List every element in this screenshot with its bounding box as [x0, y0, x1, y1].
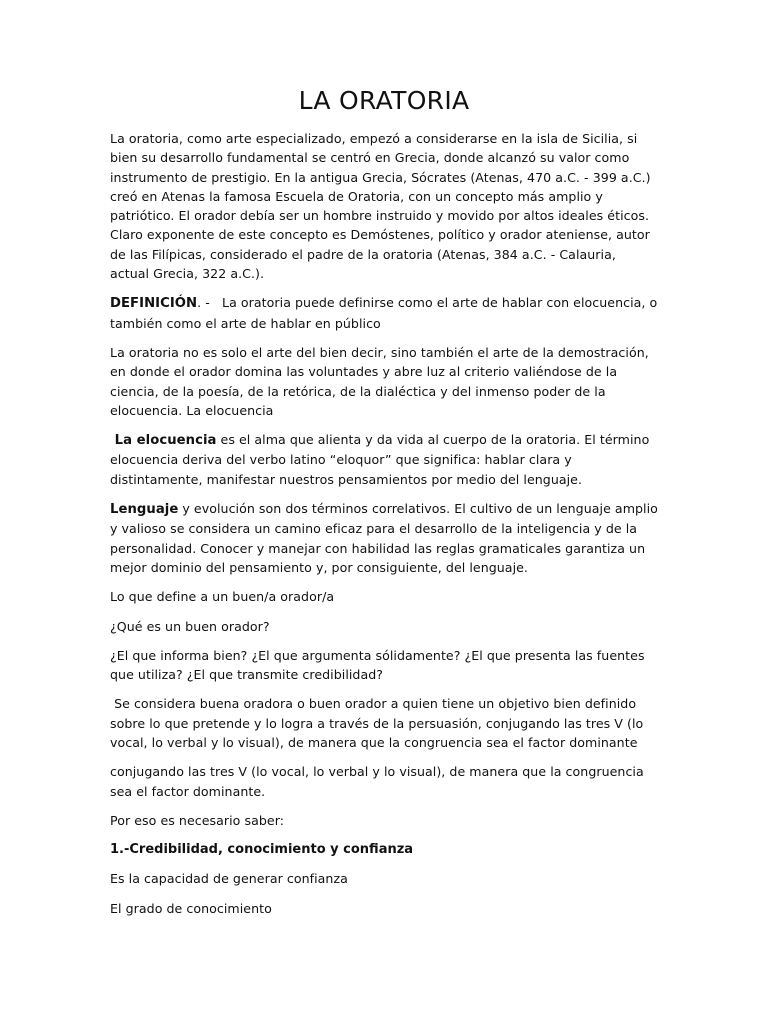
define-orator-paragraph: Lo que define a un buen/a orador/a — [110, 589, 335, 605]
language-paragraph — [110, 499, 658, 577]
document-title: LA ORATORIA — [298, 86, 470, 115]
language-text: y evolución son dos términos correlativos. El cultivo de un lenguaje amplio y valioso se considera un camino eficaz para el desarrollo de la inteligencia y de la personalidad. Conocer y manejar con habilidad las reglas gramaticales garantiza un mejor dominio del pensamiento y, por consiguiente, del lenguaje. — [110, 501, 658, 575]
questions-paragraph: ¿El que informa bien? ¿El que argumenta sólidamente? ¿El que presenta las fuentes que utiliza? ¿El que transmite credibilidad? — [110, 647, 645, 683]
definition-term: DEFINICIÓN — [110, 296, 198, 312]
eloquence-paragraph — [110, 430, 658, 489]
eloquence-text: es el alma que alienta y da vida al cuerpo de la oratoria. El término elocuencia deriva del verbo latino “eloquor” que significa: hablar clara y distintamente, manifestar nuestros pensamientos por medio del lenguaje. — [110, 432, 650, 487]
therefore-paragraph: Por eso es necesario saber: — [110, 812, 284, 828]
what-is-orator-paragraph: ¿Qué es un buen orador? — [110, 618, 270, 634]
definition-separator: . - — [197, 295, 223, 311]
eloquence-term: La elocuencia — [110, 433, 217, 449]
language-term: Lenguaje — [110, 502, 179, 518]
definition-paragraph — [110, 293, 658, 333]
knowledge-degree-paragraph: El grado de conocimiento — [110, 900, 272, 916]
three-v-paragraph: conjugando las tres V (lo vocal, lo verbal y lo visual), de manera que la congruencia sea el factor dominante. — [110, 764, 644, 799]
demonstration-paragraph: La oratoria no es solo el arte del bien decir, sino también el arte de la demostración, en donde el orador domina las voluntades y abre luz al criterio valiéndose de la ciencia, de la poesía, de la retórica, de la dialéctica y del inmenso poder de la elocuencia. La elocuencia — [110, 344, 649, 418]
considered-paragraph: Se considera buena oradora o buen orador a quien tiene un objetivo bien definido sobre lo que pretende y lo logra a través de la persuasión, conjugando las tres V (lo vocal, lo verbal y lo visual), de manera que la congruencia sea el factor dominante — [110, 696, 648, 751]
capacity-paragraph: Es la capacidad de generar confianza — [110, 871, 348, 887]
intro-paragraph: La oratoria, como arte especializado, empezó a considerarse en la isla de Sicilia, si bien su desarrollo fundamental se centró en Grecia, donde alcanzó su valor como instrumento de prestigio. En la antigua Grecia, Sócrates (Atenas, 470 a.C. - 399 a.C.) creó en Atenas la famosa Escuela de Oratoria, con un concepto más amplio y patriótico. El orador debía ser un hombre instruido y movido por altos ideales éticos. Claro exponente de este concepto es Demóstenes, político y orador ateniense, autor de las Filípicas, considerado el padre de la oratoria (Atenas, 384 a.C. - Calauria, actual Grecia, 322 a.C.). — [110, 131, 651, 282]
definition-text: La oratoria puede definirse como el arte de hablar con elocuencia, o también como el arte de hablar en público — [110, 295, 658, 331]
section-heading-credibility: 1.-Credibilidad, conocimiento y confianza — [110, 842, 414, 858]
